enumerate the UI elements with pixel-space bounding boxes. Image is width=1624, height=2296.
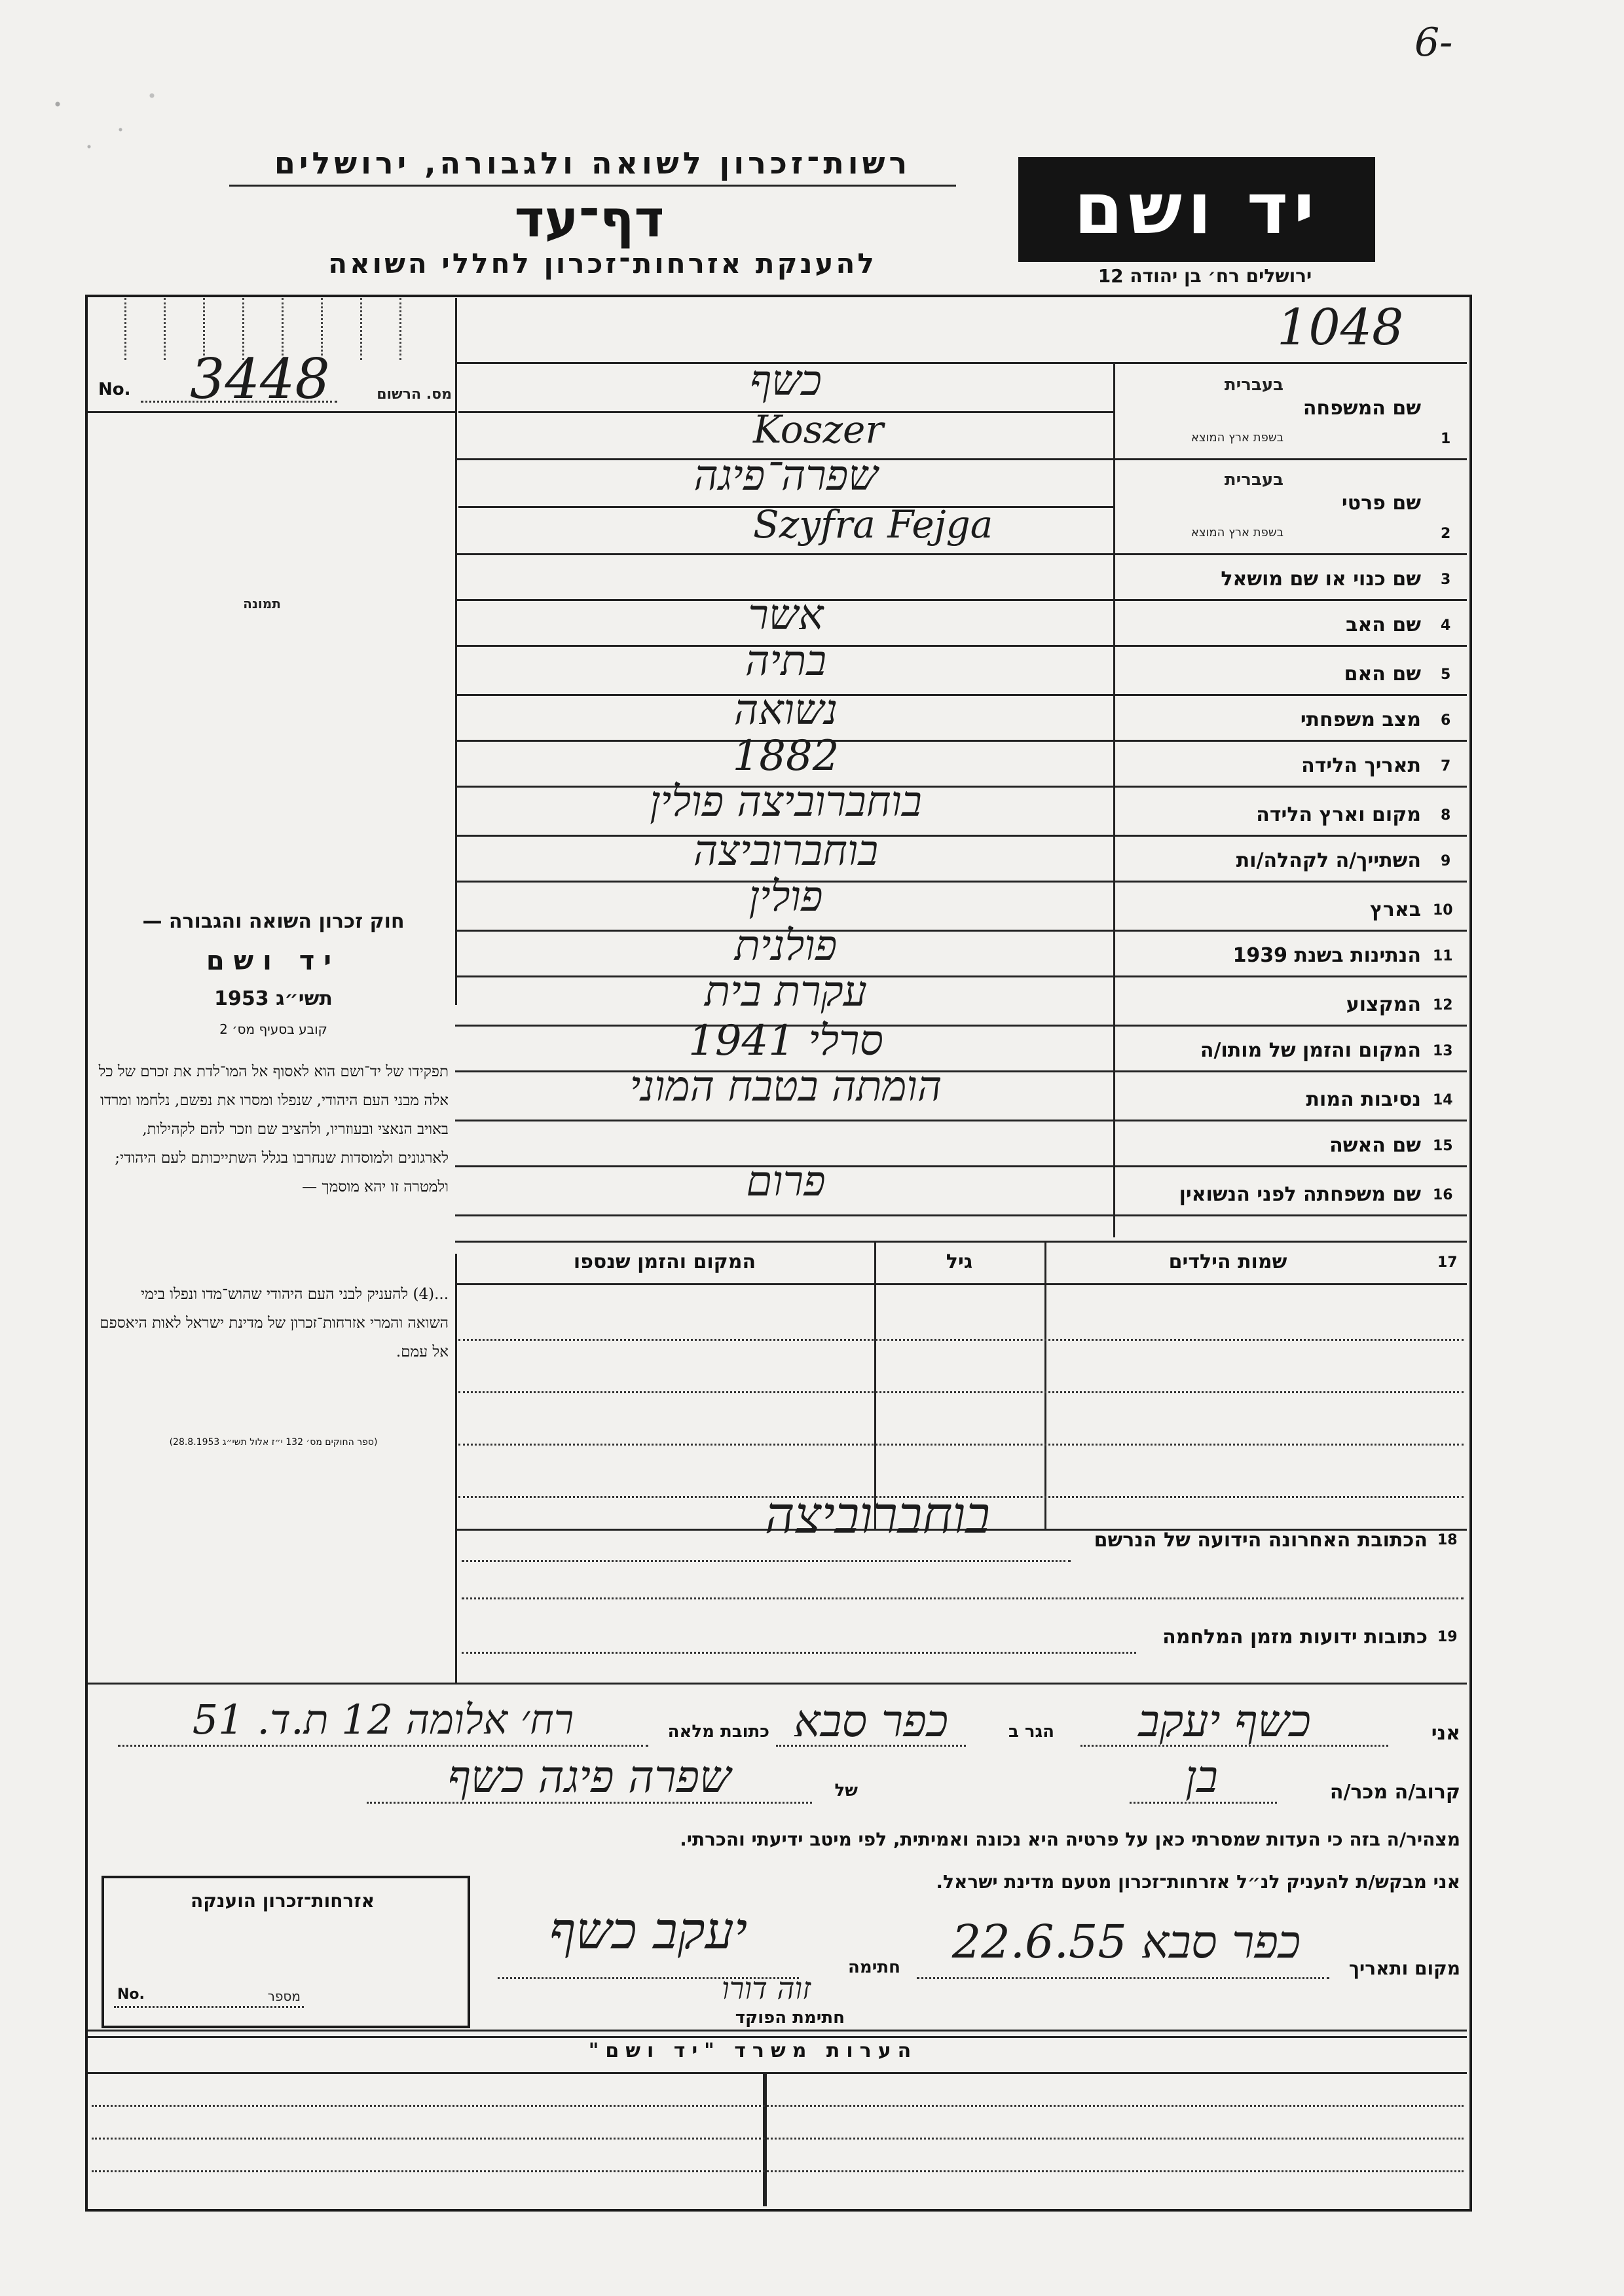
law-citation: (ספר החוקים מס׳ 132 י״ז אלול תשי״ג 28.8.1953) <box>169 1437 378 1448</box>
children-col-divider-2 <box>1044 1241 1046 1529</box>
office-top-2 <box>88 2036 1467 2038</box>
field-label: הנתינות בשנת 1939 <box>1232 944 1421 967</box>
children-col-names: שמות הילדים <box>1168 1250 1287 1273</box>
field-number: 6 <box>1441 712 1451 729</box>
law-item: ...(4) להעניק לבני העם היהודי שהוש־מדו ונפלו בימי השואה והמרי אזרחות־זכרון של מדינת ישראל לאות היאספם אל עמם. <box>100 1286 449 1360</box>
decl-place-date: כפר סבא 22.6.55 <box>951 1915 1301 1969</box>
field-label: שם המשפחה <box>1302 396 1421 420</box>
field-number: 3 <box>1441 572 1451 588</box>
decl-officer-signature: זוה דורו <box>721 1971 811 2006</box>
field-value: נשואה <box>733 686 838 735</box>
certificate-title: אזרחות־זכרון הוענקה <box>191 1890 375 1912</box>
field-number: 8 <box>1441 807 1451 824</box>
decl-of-name: שפרה פיגה כשף <box>447 1751 731 1803</box>
field-sub-hebrew: בעברית <box>1224 375 1283 395</box>
field-label: שם האשה <box>1329 1134 1421 1157</box>
left-column-divider <box>455 1254 457 1683</box>
field-value: אשר <box>748 591 824 640</box>
registration-no-label: No. <box>98 380 131 399</box>
field-19-label: כתובות ידועות מזמן המלחמה <box>1162 1626 1428 1649</box>
field-number: 13 <box>1433 1043 1453 1059</box>
field-number: 4 <box>1441 617 1451 634</box>
field-label: המקום והזמן של מותו/ה <box>1200 1039 1421 1062</box>
decl-statement-2: אני מבקש/ת להעניק לנ״ל אזרחות־זכרון מטעם מדינת ישראל. <box>936 1871 1460 1893</box>
field-label: תאריך הלידה <box>1301 754 1421 777</box>
field-label: שם משפחתה לפני הנשואין <box>1179 1183 1421 1206</box>
certificate-no-line <box>114 2006 304 2008</box>
children-header-bottom <box>455 1283 1467 1285</box>
office-row <box>92 2105 1464 2107</box>
children-col-place: המקום והזמן שנספו <box>573 1250 756 1273</box>
decl-relation: בן <box>1185 1751 1219 1803</box>
photo-label: תמונה <box>243 596 281 611</box>
field-number: 5 <box>1441 666 1451 683</box>
children-header-top <box>455 1241 1467 1243</box>
registration-label: מס. הרשום <box>377 386 452 403</box>
field-label: מקום וארץ הלידה <box>1256 803 1421 826</box>
top-dotted-cell <box>360 298 362 360</box>
top-number: 1048 <box>1277 298 1404 356</box>
top-strip-divider <box>455 298 457 1005</box>
office-top <box>88 2030 1467 2032</box>
field-value: סרלי 1941 <box>688 1017 883 1065</box>
decl-of-name-line <box>367 1802 812 1804</box>
law-year: תשי״ג 1953 <box>214 987 333 1010</box>
scan-specks <box>26 79 183 164</box>
children-col-divider-1 <box>874 1241 876 1529</box>
field-value: בוחברוביצה <box>693 827 879 875</box>
field-number: 15 <box>1433 1138 1453 1154</box>
decl-declarant-line <box>1080 1745 1388 1747</box>
field-number: 16 <box>1433 1187 1453 1203</box>
decl-signature-label: חתימה <box>848 1958 900 1977</box>
decl-relation-line <box>1130 1802 1277 1804</box>
field-label: שם האב <box>1346 613 1421 636</box>
law-body: תפקידו של יד־ושם הוא לאסוף אל המו־לדת את זכרם של כל אלה מבני העם היהודי, שנפלו ומסרו את נפשם, נלחמו ומרדו באויב הנאצי ובעוזריו, ולהציב שם וזכר להם לקהילות, לארגונים ולמוסדות שנחרבו בגלל השתייכותם לעם היהודי; ולמטרה זו יהא מוסמך — <box>98 1063 449 1195</box>
decl-full-address: כתובת מלאה <box>667 1722 769 1741</box>
corner-handwritten-mark: 6- <box>1414 20 1453 65</box>
field-value: פרום <box>746 1157 826 1206</box>
decl-declarant: כשף יעקב <box>1138 1696 1311 1747</box>
field-value-original: Koszer <box>753 407 884 452</box>
field-19-number: 19 <box>1437 1629 1458 1645</box>
field-value: פולנית <box>734 922 838 970</box>
field-value-original: Szyfra Fejga <box>753 501 993 547</box>
field-label: המקצוע <box>1346 993 1421 1016</box>
field-sub-original: בשפת ארץ המוצא <box>1190 526 1283 539</box>
certificate-number-label: מספר <box>267 1988 301 2004</box>
decl-officer-label: חתימת הפוקד <box>735 2008 845 2028</box>
decl-city: כפר סבא <box>793 1696 949 1747</box>
office-row <box>92 2170 1464 2172</box>
decl-of: של <box>834 1781 858 1800</box>
law-name: יד ושם <box>206 946 341 976</box>
office-title: הערות משרד "יד ושם" <box>588 2039 918 2062</box>
form-subtitle: להענקת אזרחות־זכרון לחללי השואה <box>328 247 877 280</box>
registration-number: 3448 <box>190 347 330 411</box>
top-dotted-cell <box>124 298 126 360</box>
fields-label-divider <box>1113 363 1115 1237</box>
field-number: 7 <box>1441 758 1451 774</box>
field-number: 9 <box>1441 853 1451 869</box>
field-number: 11 <box>1433 948 1453 964</box>
field-label: בארץ <box>1369 898 1421 921</box>
field-row-separator <box>455 1214 1467 1216</box>
field-18-label: הכתובת האחרונה הידועה של הנרשם <box>1094 1529 1428 1552</box>
field-value: הומתה בטבח המוני <box>629 1063 942 1111</box>
field-number: 1 <box>1441 431 1451 447</box>
field-sub-original: בשפת ארץ המוצא <box>1190 431 1283 445</box>
field-18-value: בוחברוביצה <box>764 1486 991 1545</box>
decl-signature: יעקב כשף <box>549 1902 748 1961</box>
field-value-hebrew: כשף <box>750 357 822 405</box>
field-value: עקרת בית <box>705 968 867 1016</box>
field-value: בוחברוביצה פולין <box>650 778 922 826</box>
law-clause: קובע בסעיף מס׳ 2 <box>219 1021 327 1037</box>
field-value: בתיה <box>745 637 827 685</box>
field-number: 10 <box>1433 902 1453 919</box>
office-title-bottom <box>88 2072 1467 2074</box>
field-value-hebrew: שפרה־פיגה <box>693 452 878 500</box>
field-label: השתייך/ה לקהלה/ות <box>1236 849 1421 872</box>
logo-text: יד ושם <box>1073 168 1320 250</box>
children-row <box>458 1391 1464 1393</box>
children-col-age: גיל <box>946 1250 973 1273</box>
field-label: שם כנוי או שם מושאל <box>1221 568 1421 591</box>
decl-relative-label: קרוב/ה מכר/ה <box>1329 1781 1460 1804</box>
field-number: 2 <box>1441 526 1451 542</box>
decl-residing: הגר ב <box>1008 1722 1054 1741</box>
field-18-dotted-2 <box>462 1597 1464 1599</box>
children-field-number: 17 <box>1437 1254 1458 1271</box>
field-value: 1882 <box>732 732 840 780</box>
field-19-dotted <box>462 1652 1136 1654</box>
field-label: מצב משפחתי <box>1300 708 1421 731</box>
field-row-separator <box>455 1120 1467 1121</box>
decl-street: רח׳ אלומה 12 ת.ד. 51 <box>192 1696 574 1743</box>
decl-city-line <box>776 1745 966 1747</box>
field-row-separator <box>455 553 1467 555</box>
yad-vashem-logo <box>1018 157 1375 262</box>
field-number: 14 <box>1433 1092 1453 1108</box>
field-number: 12 <box>1433 997 1453 1013</box>
header-authority: רשות־זכרון לשואה ולגבורה, ירושלים <box>274 145 912 181</box>
field-label: שם האם <box>1344 663 1421 685</box>
field-18-number: 18 <box>1437 1532 1458 1548</box>
header-address: ירושלים רח׳ בן יהודה 12 <box>1098 265 1312 287</box>
field-label: שם פרטי <box>1341 491 1421 515</box>
header-authority-underline <box>229 185 956 187</box>
law-heading: חוק זכרון השואה והגבורה — <box>142 910 405 933</box>
field-value: פולין <box>748 873 823 921</box>
children-row <box>458 1339 1464 1341</box>
certificate-box <box>101 1876 470 2028</box>
registration-dotted-line <box>141 401 337 403</box>
decl-street-line <box>118 1745 648 1747</box>
field-label: נסיבות המות <box>1306 1088 1421 1111</box>
fields-section-bottom <box>88 1683 1467 1685</box>
decl-place-date-line <box>917 1977 1329 1979</box>
form-title: דף־עד <box>514 190 665 249</box>
children-row <box>458 1444 1464 1446</box>
field-sub-hebrew: בעברית <box>1224 470 1283 490</box>
top-dotted-cell <box>399 298 401 360</box>
office-row <box>92 2138 1464 2140</box>
decl-ani: אני <box>1431 1722 1460 1745</box>
field-18-dotted <box>462 1560 1071 1562</box>
certificate-no-label: No. <box>117 1986 145 2003</box>
top-dotted-cell <box>164 298 166 360</box>
registration-row-bottom <box>88 411 455 413</box>
decl-place-date-label: מקום ותאריך <box>1348 1958 1460 1979</box>
decl-statement-1: מצהיר/ה בזה כי העדות שמסרתי כאן על פרטיה היא נכונה ואמיתית, לפי מיטב ידיעתי והכרתי. <box>680 1829 1460 1850</box>
